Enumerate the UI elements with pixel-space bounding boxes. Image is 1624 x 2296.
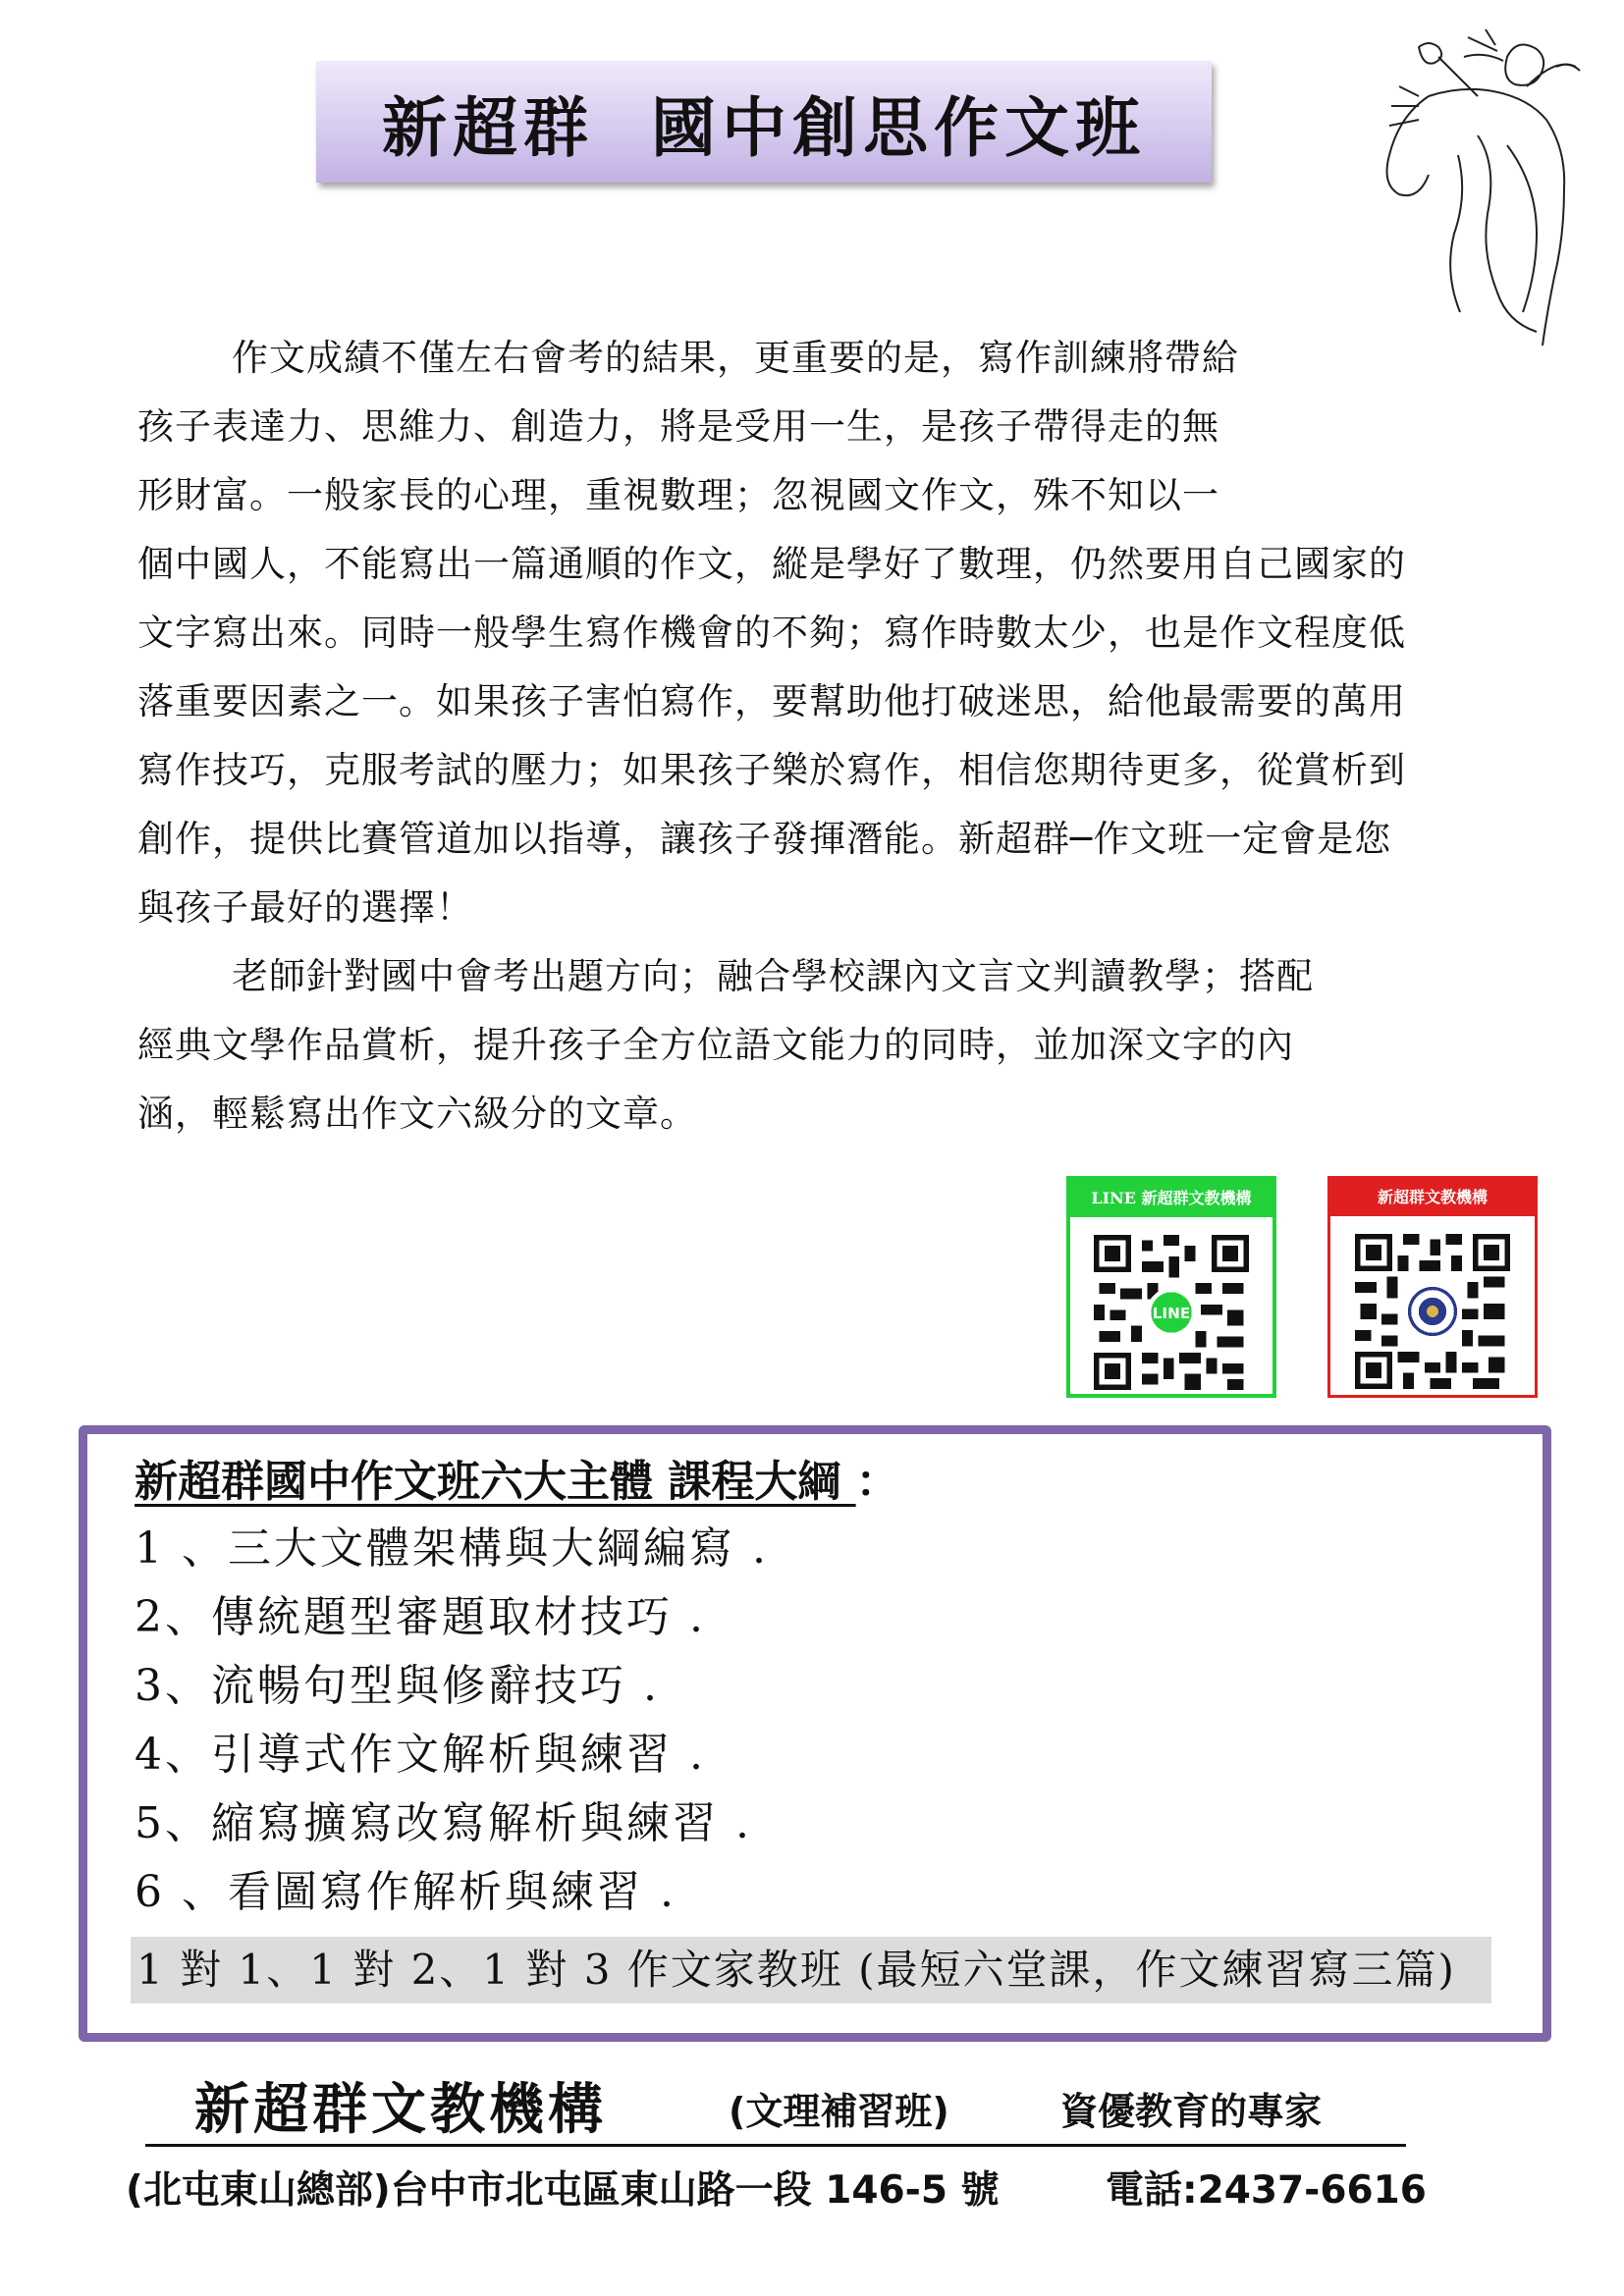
outline-item: 6 、看圖寫作解析與練習 .	[135, 1867, 677, 1917]
outline-list	[135, 1515, 769, 1927]
intro-line: 形財富。一般家長的心理，重視數理；忽視國文作文，殊不知以一	[137, 474, 1219, 516]
outline-item: 5、縮寫擴寫改寫解析與練習 .	[135, 1798, 752, 1848]
line-qr-label: LINE 新超群文教機構	[1070, 1180, 1272, 1217]
tutoring-note: 1 對 1、1 對 2、1 對 3 作文家教班 (最短六堂課，作文練習寫三篇)	[131, 1937, 1491, 2003]
page-title: 新超群 國中創思作文班	[382, 89, 1146, 166]
address-text: (北屯東山總部)台中市北屯區東山路一段 146-5 號	[126, 2168, 1000, 2213]
outline-title-suffix: ：	[855, 1457, 899, 1507]
outline-item: 3、流暢句型與修辭技巧 .	[135, 1661, 660, 1711]
intro-line: 涵，輕鬆寫出作文六級分的文章。	[137, 1093, 697, 1135]
qr-code-icon	[1355, 1234, 1510, 1389]
intro-line: 經典文學作品賞析，提升孩子全方位語文能力的同時，並加深文字的內	[137, 1024, 1294, 1066]
poet-illustration	[1360, 27, 1596, 351]
phone-text[interactable]: 電話:2437-6616	[1106, 2168, 1427, 2213]
organization-slogan: 資優教育的專家	[1060, 2090, 1323, 2133]
outline-title	[135, 1446, 899, 1509]
web-qr-card[interactable]	[1327, 1176, 1538, 1398]
intro-text	[137, 324, 1522, 1148]
intro-line: 創作，提供比賽管道加以指導，讓孩子發揮潛能。新超群─作文班一定會是您	[137, 818, 1392, 860]
intro-line: 個中國人，不能寫出一篇通順的作文，縱是學好了數理，仍然要用自己國家的	[137, 543, 1406, 585]
qr-code-icon	[1094, 1235, 1249, 1390]
intro-line: 老師針對國中會考出題方向；融合學校課內文言文判讀教學；搭配	[232, 955, 1314, 997]
organization-name: 新超群文教機構	[194, 2078, 607, 2142]
outline-item: 1 、三大文體架構與大綱編寫 .	[135, 1523, 769, 1574]
intro-line: 作文成績不僅左右會考的結果，更重要的是，寫作訓練將帶給	[232, 337, 1239, 379]
line-qr-card[interactable]	[1066, 1176, 1276, 1398]
line-logo-text: LINE	[1152, 1304, 1191, 1322]
intro-line: 孩子表達力、思維力、創造力，將是受用一生，是孩子帶得走的無	[137, 405, 1219, 448]
organization-subtitle: (文理補習班)	[729, 2090, 949, 2133]
intro-line: 落重要因素之一。如果孩子害怕寫作，要幫助他打破迷思，給他最需要的萬用	[137, 680, 1406, 722]
footer-divider	[145, 2144, 1406, 2147]
intro-line: 與孩子最好的選擇！	[137, 886, 473, 929]
outline-item: 4、引導式作文解析與練習 .	[135, 1730, 706, 1780]
course-outline-box	[79, 1425, 1551, 2042]
title-banner	[316, 61, 1212, 183]
intro-line: 寫作技巧，克服考試的壓力；如果孩子樂於寫作，相信您期待更多，從賞析到	[137, 749, 1406, 791]
web-qr-label: 新超群文教機構	[1330, 1179, 1535, 1216]
outline-title-text: 新超群國中作文班六大主體 課程大綱	[135, 1457, 856, 1507]
intro-line: 文字寫出來。同時一般學生寫作機會的不夠；寫作時數太少，也是作文程度低	[137, 612, 1406, 654]
outline-item: 2、傳統題型審題取材技巧 .	[135, 1592, 706, 1642]
